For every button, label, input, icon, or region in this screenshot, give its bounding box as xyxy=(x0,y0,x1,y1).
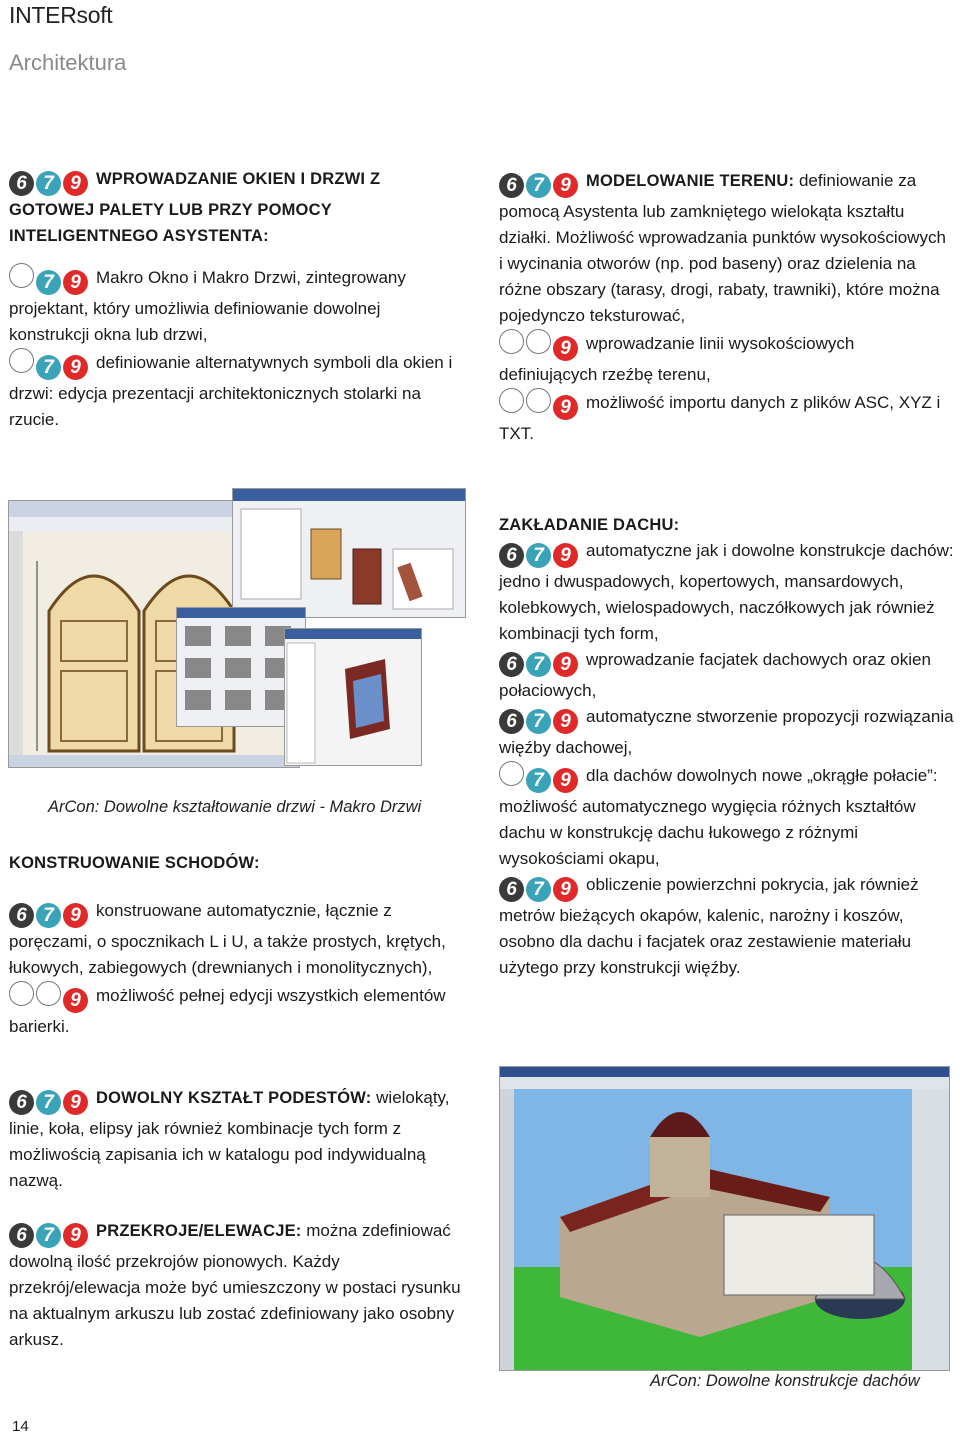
windows-item-macro: Makro Okno i Makro Drzwi, zintegrowany projektant, który umożliwia definiowanie dowolnej konstrukcji okna lub drzwi, xyxy=(9,268,406,344)
badge-9-icon: 9 xyxy=(553,336,578,361)
sections-block xyxy=(9,1218,464,1353)
badge-empty-icon xyxy=(526,388,551,413)
door-properties-dialog xyxy=(232,488,466,618)
version-badges xyxy=(499,543,580,569)
version-badges xyxy=(499,173,580,199)
version-badges xyxy=(499,877,580,903)
badge-7-icon: 7 xyxy=(36,355,61,380)
badge-7-icon: 7 xyxy=(36,1223,61,1248)
badge-9-icon: 9 xyxy=(63,903,88,928)
windows-item-symbols: definiowanie alternatywnych symboli dla okien i drzwi: edycja prezentacji architektonicznych stolarki na rzucie. xyxy=(9,353,453,429)
roof-item-types: automatyczne jak i dowolne konstrukcje dachów: jedno i dwuspadowych, kopertowych, mansardowych, kolebkowych, wielospadowych, naczółkowych jak również kombinacji tych form, xyxy=(499,541,954,643)
badge-empty-icon xyxy=(9,263,34,288)
sections-text: można zdefiniować dowolną ilość przekrojów pionowych. Każdy przekrój/elewacja może być umieszczony w postaci rysunku na aktualnym arkuszu lub zostać zdefiniowany jako osobny arkusz. xyxy=(9,1221,461,1349)
badge-9-icon: 9 xyxy=(553,652,578,677)
version-badges xyxy=(9,1090,90,1116)
roof-heading: ZAKŁADANIE DACHU: xyxy=(499,516,680,534)
badge-7-icon: 7 xyxy=(526,173,551,198)
version-badges xyxy=(9,903,90,929)
page-number: 14 xyxy=(12,1418,29,1435)
badge-6-icon: 6 xyxy=(9,1090,34,1115)
version-badges xyxy=(499,388,580,421)
badge-9-icon: 9 xyxy=(553,543,578,568)
badge-7-icon: 7 xyxy=(526,877,551,902)
version-badges xyxy=(9,348,90,381)
badge-9-icon: 9 xyxy=(63,355,88,380)
badge-9-icon: 9 xyxy=(63,171,88,196)
version-badges xyxy=(9,981,90,1014)
badge-9-icon: 9 xyxy=(553,709,578,734)
version-badges xyxy=(499,761,580,794)
landings-block xyxy=(9,1085,464,1194)
window-3d-icon xyxy=(285,629,421,765)
version-badges xyxy=(499,709,580,735)
terrain-item-contours: wprowadzanie linii wysokościowych definiujących rzeźbę terenu, xyxy=(499,334,855,384)
badge-empty-icon xyxy=(526,329,551,354)
badge-7-icon: 7 xyxy=(526,768,551,793)
badge-9-icon: 9 xyxy=(553,768,578,793)
building-3d-icon xyxy=(500,1067,949,1370)
version-badges xyxy=(9,171,90,197)
section-title: Architektura xyxy=(9,50,127,75)
version-badges xyxy=(499,329,580,362)
badge-7-icon: 7 xyxy=(526,652,551,677)
stairs-item-auto: konstruowane automatycznie, łącznie z poręczami, o spocznikach L i U, a także prostych, krętych, łukowych, zabiegowych (drewnianych i monolitycznych), xyxy=(9,901,446,977)
badge-9-icon: 9 xyxy=(553,877,578,902)
stairs-heading: KONSTRUOWANIE SCHODÓW: xyxy=(9,854,260,872)
version-badges xyxy=(499,652,580,678)
badge-6-icon: 6 xyxy=(499,652,524,677)
badge-empty-icon xyxy=(499,388,524,413)
badge-empty-icon xyxy=(9,981,34,1006)
terrain-text: definiowanie za pomocą Asystenta lub zamkniętego wielokąta kształtu działki. Możliwość wprowadzania punktów wysokościowych i wycinania otworów (np. pod baseny) oraz dzielenia na różne obszary (tarasy, drogi, rabaty, trawniki), które można pojedynczo teksturować, xyxy=(499,171,946,325)
version-badges xyxy=(9,263,90,296)
sections-heading: PRZEKROJE/ELEWACJE: xyxy=(96,1222,302,1240)
badge-empty-icon xyxy=(36,981,61,1006)
badge-7-icon: 7 xyxy=(526,543,551,568)
badge-7-icon: 7 xyxy=(36,270,61,295)
badge-7-icon: 7 xyxy=(36,171,61,196)
badge-9-icon: 9 xyxy=(63,1090,88,1115)
roof-3d-screenshot xyxy=(499,1066,950,1371)
brand-name: INTERsoft xyxy=(9,2,113,28)
version-badges xyxy=(9,1223,90,1249)
badge-empty-icon xyxy=(499,761,524,786)
badge-9-icon: 9 xyxy=(63,1223,88,1248)
badge-6-icon: 6 xyxy=(499,543,524,568)
badge-6-icon: 6 xyxy=(499,709,524,734)
roof-item-truss: automatyczne stworzenie propozycji rozwiązania więźby dachowej, xyxy=(499,707,954,757)
roof-item-area: obliczenie powierzchni pokrycia, jak również metrów bieżących okapów, kalenic, narożny i koszów, osobno dla dachu i facjatek oraz zestawienie materiału użytego przy konstrukcji więźby. xyxy=(499,875,919,977)
dialog-contents-icon xyxy=(233,489,465,617)
windows-block xyxy=(9,166,464,433)
badge-6-icon: 6 xyxy=(499,877,524,902)
window-3d-dialog xyxy=(284,628,422,766)
roof-item-dormers: wprowadzanie facjatek dachowych oraz okien połaciowych, xyxy=(499,650,931,700)
terrain-block xyxy=(499,168,954,447)
badge-empty-icon xyxy=(9,348,34,373)
terrain-heading: MODELOWANIE TERENU: xyxy=(586,172,795,190)
badge-9-icon: 9 xyxy=(553,173,578,198)
badge-7-icon: 7 xyxy=(526,709,551,734)
caption-doors: ArCon: Dowolne kształtowanie drzwi - Makro Drzwi xyxy=(48,798,422,816)
badge-9-icon: 9 xyxy=(63,270,88,295)
caption-roofs: ArCon: Dowolne konstrukcje dachów xyxy=(650,1372,920,1390)
roof-item-curved: dla dachów dowolnych nowe „okrągłe połacie”: możliwość automatycznego wygięcia różnych kształtów dachu w konstrukcję dachu łukowego z różnymi wysokościami okapu, xyxy=(499,766,938,868)
badge-7-icon: 7 xyxy=(36,903,61,928)
badge-6-icon: 6 xyxy=(9,903,34,928)
badge-6-icon: 6 xyxy=(9,171,34,196)
badge-empty-icon xyxy=(499,329,524,354)
landings-text: wielokąty, linie, koła, elipsy jak również kombinacje tych form z możliwością zapisania ich w katalogu pod indywidualną nazwą. xyxy=(9,1088,450,1190)
stairs-item-railing: możliwość pełnej edycji wszystkich elementów barierki. xyxy=(9,986,446,1036)
badge-6-icon: 6 xyxy=(499,173,524,198)
badge-6-icon: 6 xyxy=(9,1223,34,1248)
badge-9-icon: 9 xyxy=(63,988,88,1013)
badge-7-icon: 7 xyxy=(36,1090,61,1115)
roof-block xyxy=(499,512,954,981)
badge-9-icon: 9 xyxy=(553,395,578,420)
landings-heading: DOWOLNY KSZTAŁT PODESTÓW: xyxy=(96,1089,372,1107)
stairs-block xyxy=(9,850,464,1040)
windows-heading: WPROWADZANIE OKIEN I DRZWI Z GOTOWEJ PALETY LUB PRZY POMOCY INTELIGENTNEGO ASYSTENTA: xyxy=(9,170,381,245)
terrain-item-import: możliwość importu danych z plików ASC, XYZ i TXT. xyxy=(499,393,941,443)
